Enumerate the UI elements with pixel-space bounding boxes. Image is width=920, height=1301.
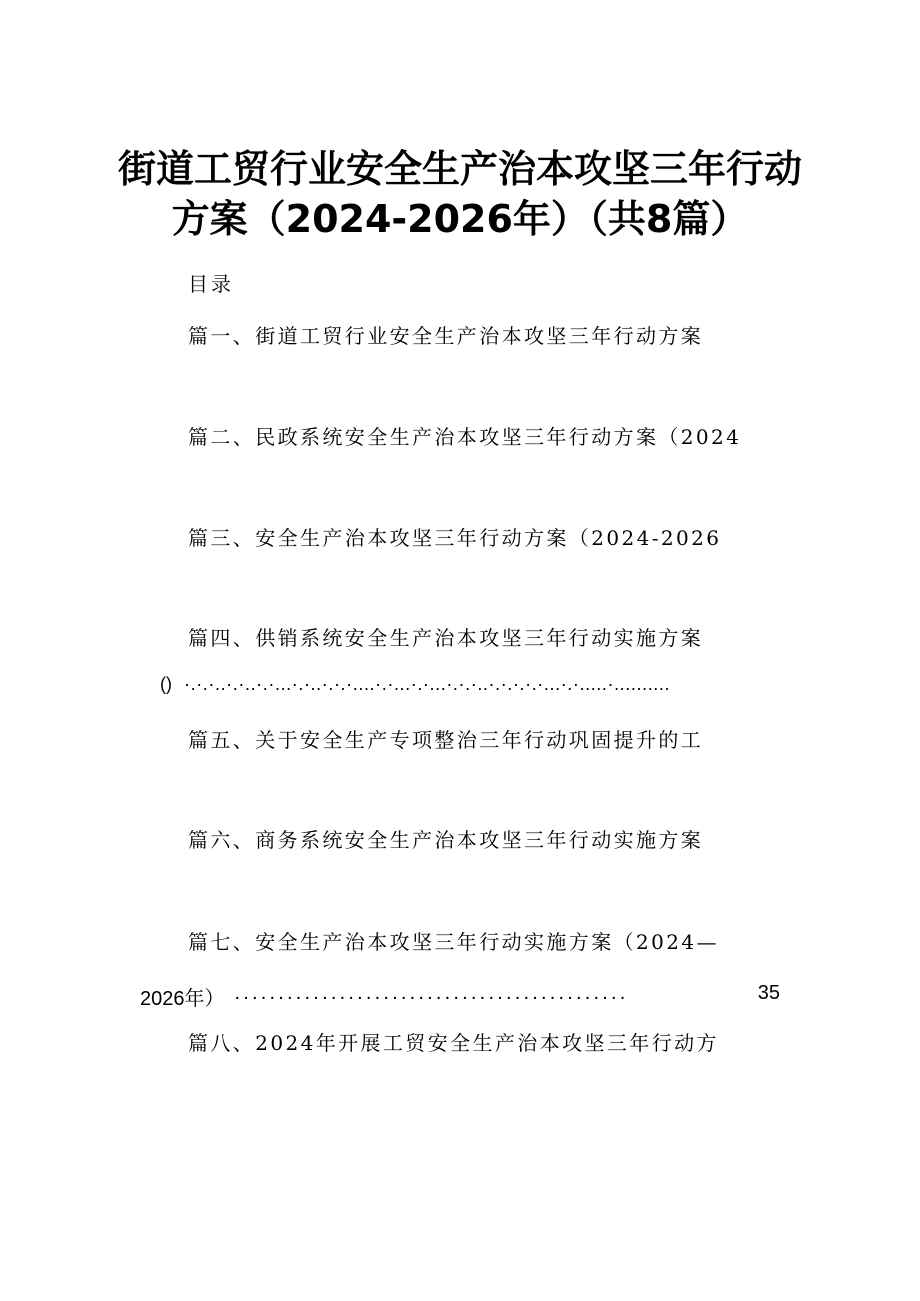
toc-entry-7[interactable]: 篇七、安全生产治本攻坚三年行动实施方案（2024— [188,930,719,954]
toc-entry-4-continuation-text: () [160,674,172,694]
toc-entry-1[interactable]: 篇一、街道工贸行业安全生产治本攻坚三年行动方案 [188,324,704,348]
toc-entry-4-leader-dots: ·.·.·..·.·..·.·...·.·..·.·.·....·.·...·.·...·.·.·..·.·.·.·.·...·.·.....·.......... [184,674,671,694]
document-title-line-2: 方案（2024-2026年）（共8篇） [171,197,749,241]
toc-entry-8[interactable]: 篇八、2024年开展工贸安全生产治本攻坚三年行动方 [188,1031,719,1055]
toc-entry-2[interactable]: 篇二、民政系统安全生产治本攻坚三年行动方案（2024 [188,425,742,449]
toc-entry-6[interactable]: 篇六、商务系统安全生产治本攻坚三年行动实施方案 [188,828,704,852]
toc-entry-4[interactable]: 篇四、供销系统安全生产治本攻坚三年行动实施方案 [188,626,704,650]
toc-entry-7-continuation[interactable] [140,982,780,1011]
toc-entry-5[interactable]: 篇五、关于安全生产专项整治三年行动巩固提升的工 [188,728,704,752]
toc-entry-7-page-number: 35 [757,982,780,1004]
toc-entry-4-continuation[interactable] [160,674,670,695]
toc-heading: 目录 [188,272,234,296]
toc-entry-7-leader-dots: ............................................. [234,982,629,1004]
toc-entry-3[interactable]: 篇三、安全生产治本攻坚三年行动方案（2024-2026 [188,526,722,550]
document-title-line-1: 街道工贸行业安全生产治本攻坚三年行动 [117,147,802,191]
toc-entry-7-continuation-text: 2026年） [140,988,225,1010]
